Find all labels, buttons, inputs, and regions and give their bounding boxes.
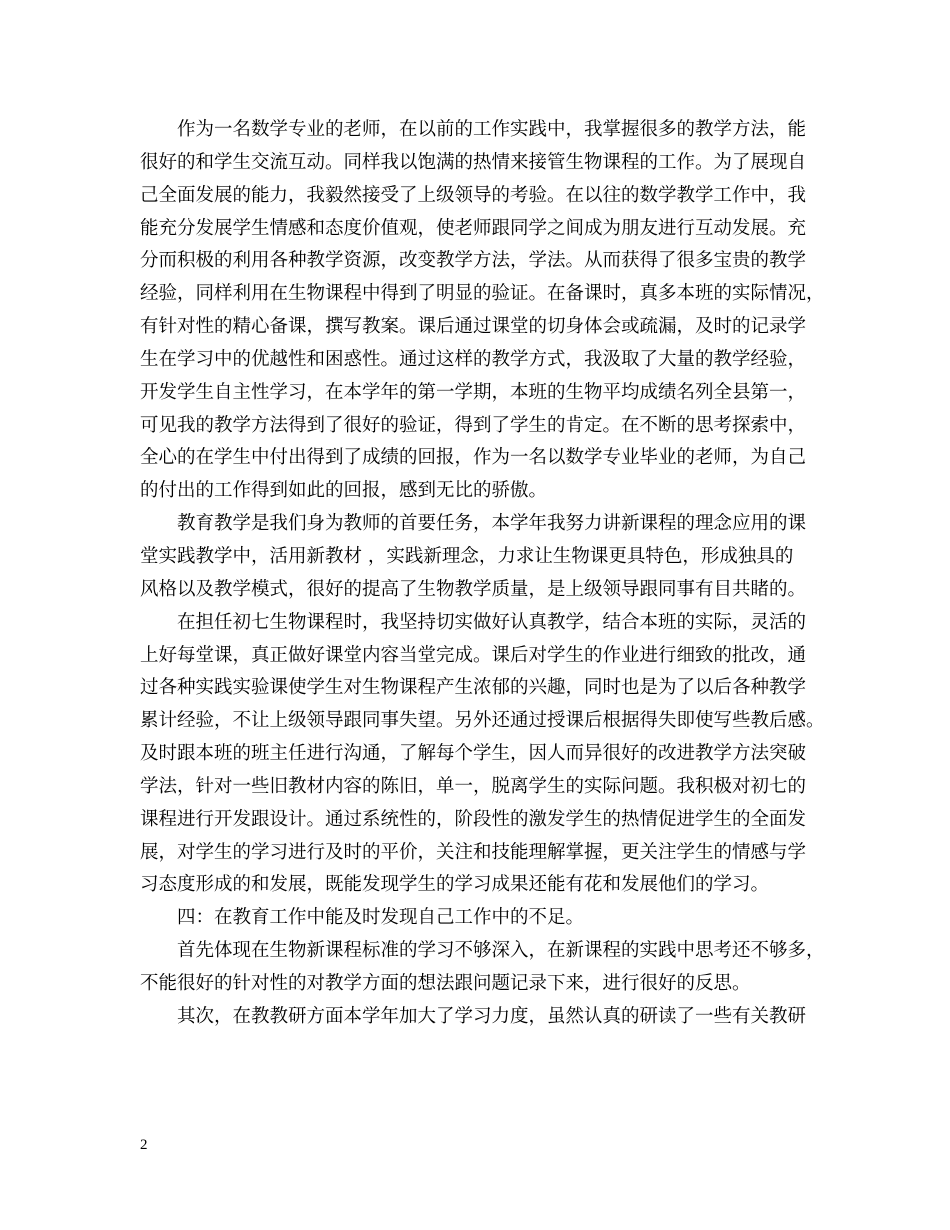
paragraph-line: 堂实践教学中，活用新教材 ，实践新理念，力求让生物课更具特色，形成独具的 [140,545,794,567]
paragraph-line: 风格以及教学模式，很好的提高了生物教学质量，是上级领导跟同事有目共睹的。 [140,578,807,600]
paragraph-line: 累计经验，不让上级领导跟同事失望。另外还通过授课后根据得失即使写些教后感。 [140,710,825,732]
paragraph-line: 在担任初七生物课程时，我坚持切实做好认真教学，结合本班的实际，灵活的 [177,611,807,633]
paragraph-line: 课程进行开发跟设计。通过系统性的，阶段性的激发学生的热情促进学生的全面发 [140,808,807,830]
paragraph-line: 其次，在教教研方面本学年加大了学习力度，虽然认真的研读了一些有关教研 [177,1005,807,1027]
paragraph-line: 过各种实践实验课使学生对生物课程产生浓郁的兴趣，同时也是为了以后各种教学 [140,677,807,699]
paragraph-line: 开发学生自主性学习，在本学年的第一学期，本班的生物平均成绩名列全县第一， [140,381,807,403]
paragraph-line: 教育教学是我们身为教师的首要任务，本学年我努力讲新课程的理念应用的课 [177,513,807,535]
paragraph-line: 上好每堂课，真正做好课堂内容当堂完成。课后对学生的作业进行细致的批改，通 [140,644,807,666]
paragraph-line: 及时跟本班的班主任进行沟通，了解每个学生，因人而异很好的改进教学方法突破 [140,743,807,765]
paragraph-line: 很好的和学生交流互动。同样我以饱满的热情来接管生物课程的工作。为了展现自 [140,151,807,173]
paragraph-line: 能充分发展学生情感和态度价值观，使老师跟同学之间成为朋友进行互动发展。充 [140,217,807,239]
paragraph-line: 作为一名数学专业的老师，在以前的工作实践中，我掌握很多的教学方法，能 [177,119,807,140]
section-heading: 四：在教育工作中能及时发现自己工作中的不足。 [177,907,585,929]
paragraph-line: 的付出的工作得到如此的回报，感到无比的骄傲。 [140,480,548,502]
paragraph-line: 可见我的教学方法得到了很好的验证，得到了学生的肯定。在不断的思考探索中， [140,414,807,436]
paragraph-line: 学法，针对一些旧教材内容的陈旧，单一，脱离学生的实际问题。我积极对初七的 [140,775,807,797]
paragraph-line: 习态度形成的和发展，既能发现学生的学习成果还能有花和发展他们的学习。 [140,874,770,896]
paragraph-line: 不能很好的针对性的对教学方面的想法跟问题记录下来，进行很好的反思。 [140,972,751,994]
paragraph-line: 有针对性的精心备课，撰写教案。课后通过课堂的切身体会或疏漏，及时的记录学 [140,316,807,338]
paragraph-line: 首先体现在生物新课程标准的学习不够深入，在新课程的实践中思考还不够多， [177,940,825,962]
paragraph-line: 展，对学生的学习进行及时的平价，关注和技能理解掌握，更关注学生的情感与学 [140,841,807,863]
paragraph-line: 经验，同样利用在生物课程中得到了明显的验证。在备课时，真多本班的实际情况， [140,283,825,305]
paragraph-line: 全心的在学生中付出得到了成绩的回报，作为一名以数学专业毕业的老师，为自己 [140,447,807,469]
paragraph-line: 己全面发展的能力，我毅然接受了上级领导的考验。在以往的数学教学工作中，我 [140,184,807,206]
page-number: 2 [140,1137,148,1153]
document-body [140,114,825,1034]
paragraph-line: 生在学习中的优越性和困惑性。通过这样的教学方式，我汲取了大量的教学经验， [140,348,807,370]
paragraph-line: 分而积极的利用各种教学资源，改变教学方法，学法。从而获得了很多宝贵的教学 [140,250,807,272]
